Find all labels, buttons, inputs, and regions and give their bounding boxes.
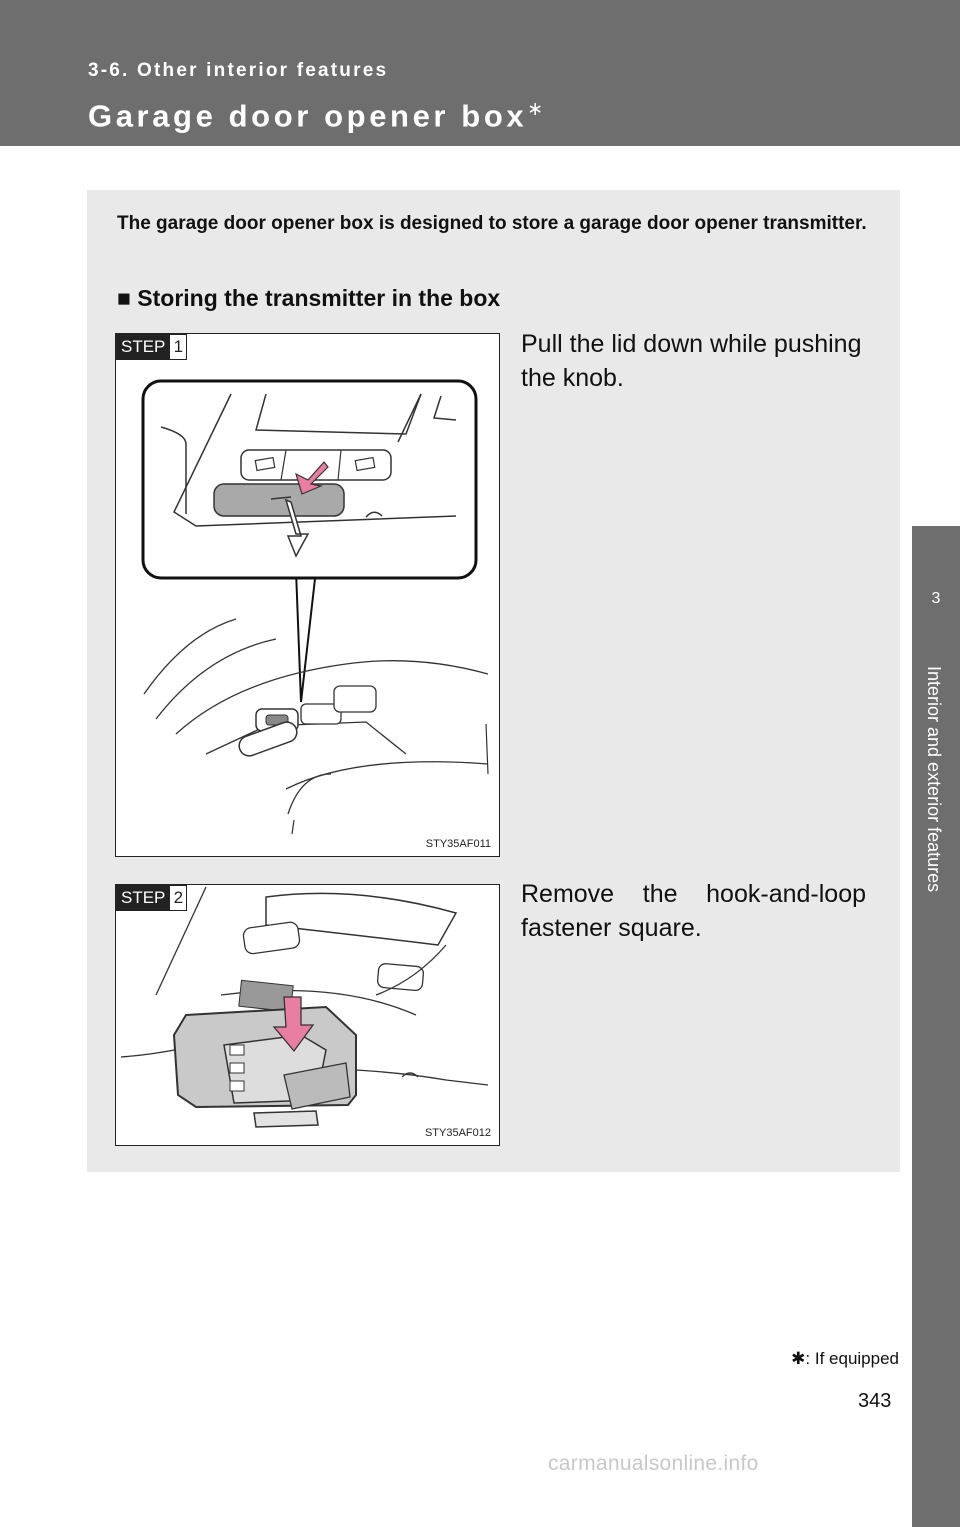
side-tab-spacer bbox=[912, 146, 960, 526]
opener-box-drawing bbox=[116, 885, 500, 1146]
step1-instruction: Pull the lid down while pushing the knob. bbox=[521, 330, 862, 392]
if-equipped-asterisk: ∗ bbox=[527, 99, 544, 120]
step-word: STEP bbox=[116, 885, 169, 911]
figure-code: STY35AF012 bbox=[424, 1127, 491, 1139]
overhead-console-drawing bbox=[116, 334, 500, 857]
section-label: 3-6. Other interior features bbox=[88, 60, 389, 81]
page-title-text: Garage door opener box bbox=[88, 98, 528, 134]
chapter-number: 3 bbox=[931, 590, 941, 607]
chapter-title: Interior and exterior features bbox=[924, 666, 944, 893]
subheading: ■ Storing the transmitter in the box bbox=[117, 285, 501, 311]
step-number: 1 bbox=[169, 334, 187, 360]
figure-code: STY35AF011 bbox=[425, 838, 491, 850]
page-header bbox=[0, 0, 960, 146]
step-number: 2 bbox=[169, 885, 187, 911]
step2-instruction: Remove the hook-and-loop fastener square. bbox=[521, 880, 866, 942]
page-number: 343 bbox=[858, 1390, 892, 1412]
step-badge-2 bbox=[116, 885, 187, 911]
step1-illustration bbox=[115, 333, 500, 857]
step-word: STEP bbox=[116, 334, 169, 360]
step2-illustration bbox=[115, 884, 500, 1146]
page-title bbox=[88, 98, 543, 134]
intro-text: The garage door opener box is designed to store a garage door opener transmitter. bbox=[117, 213, 867, 234]
watermark: carmanualsonline.info bbox=[548, 1452, 759, 1475]
if-equipped-footnote: ✱: If equipped bbox=[791, 1349, 899, 1368]
step-badge-1 bbox=[116, 334, 187, 360]
